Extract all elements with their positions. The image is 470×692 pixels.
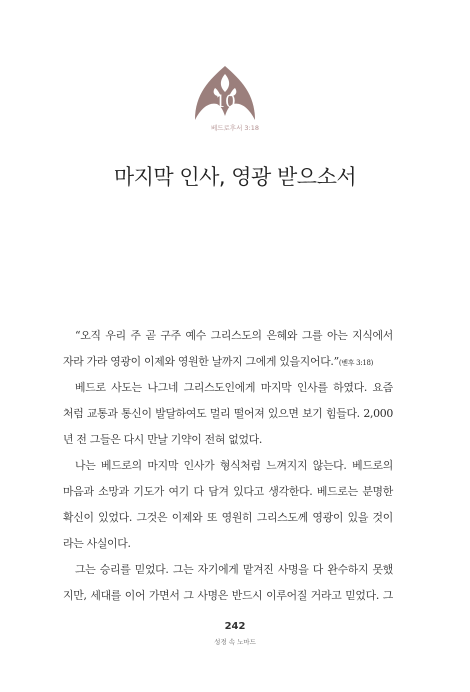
text-line: 마음과 소망과 기도가 여기 다 담겨 있다고 생각한다. 베드로는 분명한 — [63, 485, 393, 498]
text-line: “오직 우리 주 곧 구주 예수 그리스도의 은혜와 그를 아는 지식에서 — [75, 329, 393, 342]
text-line: 처럼 교통과 통신이 발달하여도 멀리 떨어져 있으면 보기 힘들다. 2,000 — [63, 407, 393, 420]
body-text — [63, 326, 393, 612]
verse-citation: (벧후 3:18) — [338, 359, 374, 367]
scripture-reference: 베드로후서 3:18 — [210, 124, 260, 132]
running-title: 성경 속 노마드 — [214, 638, 256, 646]
text-line: 자라 가라 영광이 이제와 영원한 날까지 그에게 있을지어다.”(벧후 3:18) — [63, 355, 374, 368]
text-line: 베드로 사도는 나그네 그리스도인에게 마지막 인사를 하였다. 요즘 — [75, 381, 393, 394]
page-number: 242 — [224, 621, 246, 632]
text-line: 라는 사실이다. — [63, 537, 131, 550]
text-line: 지만, 세대를 이어 가면서 그 사명은 반드시 이루어질 거라고 믿었다. 그 — [63, 589, 393, 602]
text-line: 나는 베드로의 마지막 인사가 형식처럼 느껴지지 않는다. 베드로의 — [75, 459, 393, 472]
text-line: 년 전 그들은 다시 만날 기약이 전혀 없었다. — [63, 433, 263, 446]
page-title: 마지막 인사, 영광 받으소서 — [113, 165, 357, 189]
chapter-number: 10 — [215, 92, 235, 112]
text-line: 그는 승리를 믿었다. 그는 자기에게 맡겨진 사명을 다 완수하지 못했 — [75, 563, 393, 576]
text-line: 확신이 있었다. 그것은 이제와 또 영원히 그리스도께 영광이 있을 것이 — [63, 511, 393, 524]
